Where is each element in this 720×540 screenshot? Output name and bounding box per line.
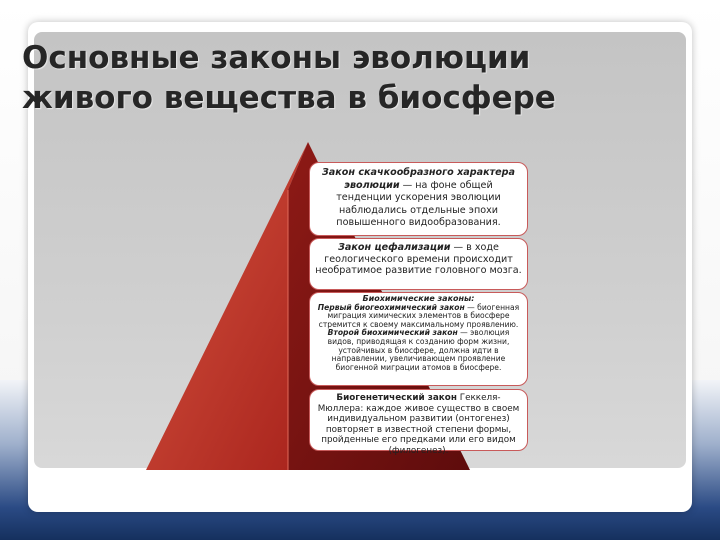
law-text: — эволюция видов, приводящая к созданию форм жизни, устойчивых в биосфере, должна идти в направлении, увеличивающем проявление биогенной миграции атомов в биосфере.: [327, 328, 510, 372]
law-text: — в ходе геологического времени происходит необратимое развитие головного мозга.: [315, 242, 522, 276]
law-paragraph-2: [315, 329, 522, 372]
law-term: Закон цефализации: [338, 242, 451, 253]
law-box-saltation: [309, 162, 528, 236]
law-term: Закон скачкообразного характера эволюции: [321, 167, 515, 191]
law-term: Биогенетический закон: [336, 393, 457, 403]
law-box-cephalization: [309, 238, 528, 290]
law-box-biochemical: [309, 292, 528, 386]
pyramid-left-face: [146, 142, 308, 470]
law-heading: Биохимические законы:: [362, 294, 475, 303]
law-term: Второй биохимический закон: [327, 328, 458, 338]
law-text: — биогенная миграция химических элементов в биосфере стремится к своему максимальному проявлению.: [318, 302, 520, 329]
slide-title: Основные законы эволюции живого вещества в биосфере: [22, 40, 556, 116]
law-text: Геккеля-Мюллера: каждое живое существо в своем индивидуальном развитии (онтогенез) повторяет в известной степени формы, пройденные его предками или его видом (филогенез).: [317, 393, 520, 456]
law-text: — на фоне общей тенденции ускорения эволюции наблюдались отдельные эпохи повышенного видообразования.: [336, 179, 501, 228]
law-box-biogenetic: [309, 389, 528, 456]
law-paragraph-1: [315, 304, 522, 330]
law-term: Первый биогеохимический закон: [317, 302, 465, 312]
